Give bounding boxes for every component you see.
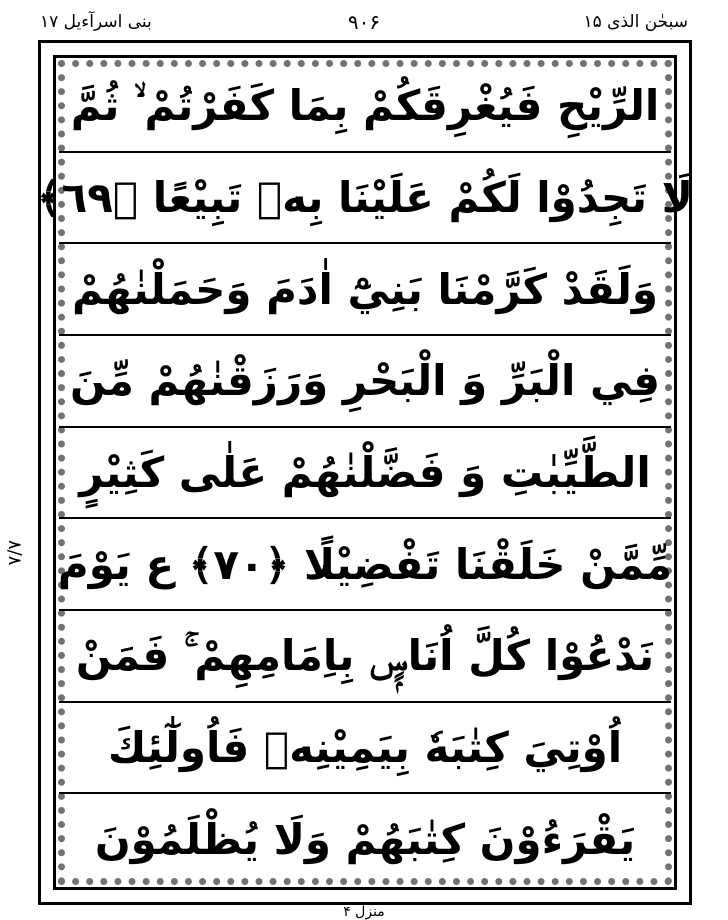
manzil-footer: منزل ۴ — [343, 904, 385, 920]
surah-name-header: بنی اسرآءیل ۱۷ — [40, 12, 152, 32]
page-frame — [38, 40, 692, 905]
margin-mark: ۸/۸ — [4, 540, 25, 566]
verse-line-4: فِي الْبَرِّ وَ الْبَحْرِ وَرَزَقْنٰهُمْ مِّنَ — [59, 336, 671, 428]
verse-line-8: اُوْتِيَ كِتٰبَهٗ بِيَمِيْنِهٖ فَاُولٰٓئِكَ — [59, 703, 671, 795]
verse-line-1: الرِّيْحِ فَيُغْرِقَكُمْ بِمَا كَفَرْتُمْ ۙ ثُمَّ — [59, 61, 671, 153]
verse-line-6: مِّمَّنْ خَلَقْنَا تَفْضِيْلًا ﴿٧٠﴾ ع يَوْمَ — [59, 519, 671, 611]
verse-line-3: وَلَقَدْ كَرَّمْنَا بَنِيْٓ اٰدَمَ وَحَمَلْنٰهُمْ — [59, 244, 671, 336]
page-number: ۹۰۶ — [347, 10, 381, 34]
para-name-header: سبحٰن الذی ۱۵ — [583, 12, 688, 32]
verse-lines — [37, 61, 693, 884]
verse-line-7: نَدْعُوْا كُلَّ اُنَاسٍۭ بِاِمَامِهِمْ ۚ فَمَنْ — [59, 611, 671, 703]
verse-line-2: لَا تَجِدُوْا لَكُمْ عَلَيْنَا بِهٖ تَبِيْعًا ﴿٦٩﴾ — [59, 153, 671, 245]
verse-line-9: يَقْرَءُوْنَ كِتٰبَهُمْ وَلَا يُظْلَمُوْنَ — [94, 814, 636, 864]
verse-line-5: الطَّيِّبٰتِ وَ فَضَّلْنٰهُمْ عَلٰى كَثِيْرٍ — [59, 428, 671, 520]
page-header — [0, 0, 728, 40]
